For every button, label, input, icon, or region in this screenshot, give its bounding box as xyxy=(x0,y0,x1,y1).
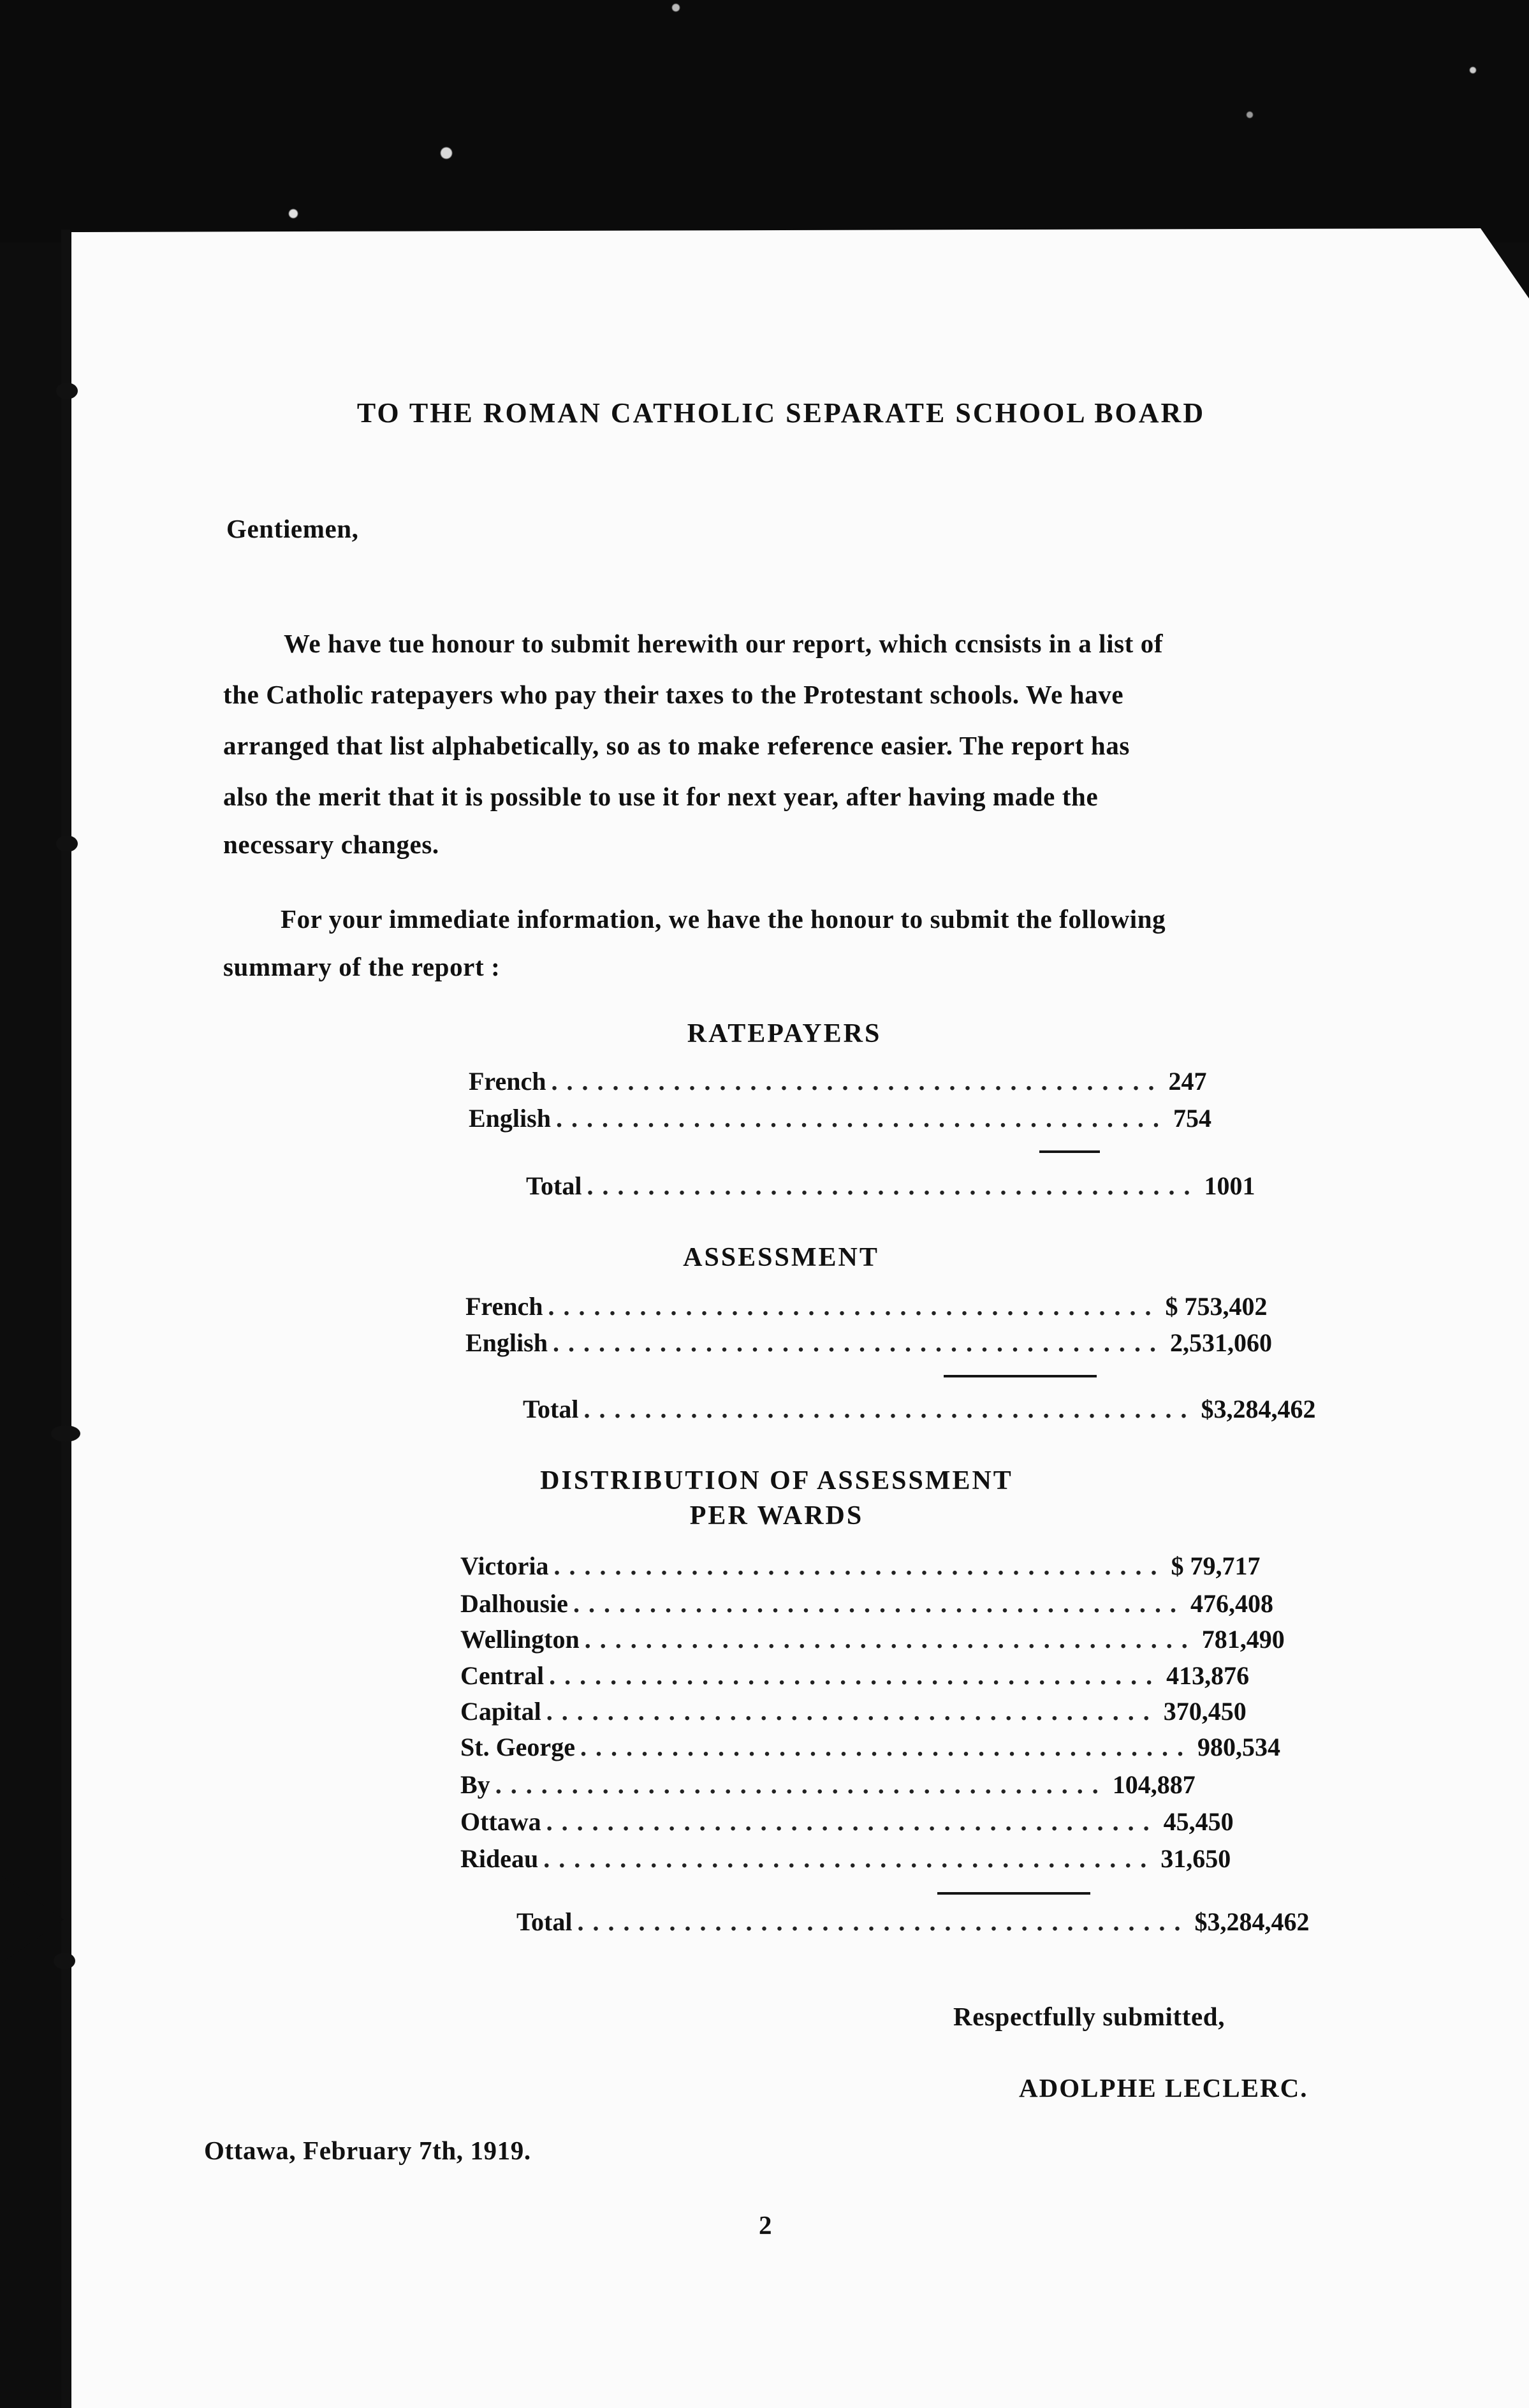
binding-knot xyxy=(51,1425,80,1442)
ratepayers-total xyxy=(526,1171,1255,1201)
binding-knot xyxy=(56,383,78,399)
paragraph-line: also the merit that it is possible to use it for next year, after having made the xyxy=(223,782,1099,811)
ward-row xyxy=(460,1770,1196,1800)
ward-row xyxy=(460,1624,1285,1654)
paragraph-line: arranged that list alphabetically, so as to make reference easier. The report has xyxy=(223,731,1130,760)
row-value: 413,876 xyxy=(1166,1661,1250,1690)
row-value: 980,534 xyxy=(1197,1733,1280,1761)
leader-dots: ........................................ xyxy=(549,1661,1162,1690)
distribution-title: DISTRIBUTION OF ASSESSMENT xyxy=(540,1466,1013,1495)
row-label: Central xyxy=(460,1661,545,1690)
row-label: Total xyxy=(526,1171,582,1200)
row-label: By xyxy=(460,1770,490,1799)
row-value: 1001 xyxy=(1204,1171,1255,1200)
row-value: 754 xyxy=(1173,1104,1211,1133)
row-label: Dalhousie xyxy=(460,1589,568,1618)
leader-dots: ........................................ xyxy=(546,1807,1159,1836)
salutation: Gentiemen, xyxy=(226,514,359,543)
leader-dots: ........................................ xyxy=(543,1844,1156,1873)
place-date: Ottawa, February 7th, 1919. xyxy=(204,2136,531,2165)
row-label: Victoria xyxy=(460,1552,549,1580)
page-number: 2 xyxy=(759,2210,773,2240)
leader-dots: ........................................ xyxy=(584,1625,1197,1654)
row-label: French xyxy=(469,1067,546,1096)
page-tear xyxy=(0,1875,64,1964)
paragraph-line: necessary changes. xyxy=(223,830,439,859)
row-value: $ 79,717 xyxy=(1171,1552,1261,1580)
letter-heading: TO THE ROMAN CATHOLIC SEPARATE SCHOOL BOARD xyxy=(356,397,1206,429)
leader-dots: ........................................ xyxy=(573,1589,1185,1618)
row-label: Ottawa xyxy=(460,1807,541,1836)
signature: ADOLPHE LECLERC. xyxy=(1019,2073,1308,2103)
row-value: $ 753,402 xyxy=(1165,1292,1268,1321)
row-value: 781,490 xyxy=(1201,1625,1285,1654)
leader-dots: ........................................ xyxy=(587,1171,1199,1200)
row-label: English xyxy=(469,1104,551,1133)
assessment-row xyxy=(465,1328,1272,1358)
leader-dots: ........................................ xyxy=(546,1697,1159,1726)
row-value: 104,887 xyxy=(1112,1770,1196,1799)
row-label: Wellington xyxy=(460,1625,580,1654)
scan-dark-border xyxy=(0,0,1529,242)
leader-dots: ........................................ xyxy=(577,1907,1190,1936)
distribution-subtitle: PER WARDS xyxy=(689,1501,864,1531)
assessment-row xyxy=(465,1291,1268,1321)
paragraph-line: For your immediate information, we have the honour to submit the following xyxy=(281,904,1166,934)
leader-dots: ........................................ xyxy=(553,1552,1166,1580)
ward-row xyxy=(460,1589,1273,1619)
row-value: 31,650 xyxy=(1160,1844,1231,1873)
assessment-title: ASSESSMENT xyxy=(683,1243,879,1272)
paragraph-line: We have tue honour to submit herewith our report, which ccnsists in a list of xyxy=(284,629,1164,658)
assessment-total xyxy=(523,1394,1316,1424)
row-value: 247 xyxy=(1168,1067,1207,1096)
row-label: English xyxy=(465,1328,548,1357)
leader-dots: ........................................ xyxy=(551,1067,1164,1096)
respectfully-submitted: Respectfully submitted, xyxy=(953,2002,1225,2031)
sum-rule xyxy=(944,1375,1097,1377)
row-label: Capital xyxy=(460,1697,541,1726)
ward-row xyxy=(460,1844,1231,1874)
binding-knot xyxy=(56,835,78,852)
row-label: Total xyxy=(516,1907,573,1936)
leader-dots: ........................................ xyxy=(583,1395,1196,1423)
distribution-total xyxy=(516,1907,1310,1937)
paragraph-line: summary of the report : xyxy=(223,952,501,981)
row-label: French xyxy=(465,1292,543,1321)
ratepayers-row xyxy=(469,1066,1207,1096)
ward-row xyxy=(460,1551,1261,1581)
leader-dots: ........................................ xyxy=(552,1328,1165,1357)
row-label: St. George xyxy=(460,1733,575,1761)
ratepayers-title: RATEPAYERS xyxy=(687,1019,882,1048)
ward-row xyxy=(460,1807,1234,1837)
ward-row xyxy=(460,1732,1280,1762)
binding-thread xyxy=(61,230,70,2408)
ward-row xyxy=(460,1661,1250,1691)
row-value: $3,284,462 xyxy=(1194,1907,1310,1936)
row-value: 370,450 xyxy=(1163,1697,1247,1726)
ratepayers-row xyxy=(469,1103,1211,1133)
leader-dots: ........................................ xyxy=(495,1770,1108,1799)
ward-row xyxy=(460,1696,1247,1726)
leader-dots: ........................................ xyxy=(548,1292,1160,1321)
leader-dots: ........................................ xyxy=(555,1104,1168,1133)
sum-rule xyxy=(1039,1150,1100,1153)
sum-rule xyxy=(937,1892,1090,1895)
row-value: 2,531,060 xyxy=(1169,1328,1272,1357)
row-value: $3,284,462 xyxy=(1201,1395,1316,1423)
row-label: Rideau xyxy=(460,1844,539,1873)
row-label: Total xyxy=(523,1395,579,1423)
leader-dots: ........................................ xyxy=(580,1733,1192,1761)
paragraph-line: the Catholic ratepayers who pay their taxes to the Protestant schools. We have xyxy=(223,680,1124,709)
row-value: 45,450 xyxy=(1163,1807,1234,1836)
row-value: 476,408 xyxy=(1190,1589,1273,1618)
